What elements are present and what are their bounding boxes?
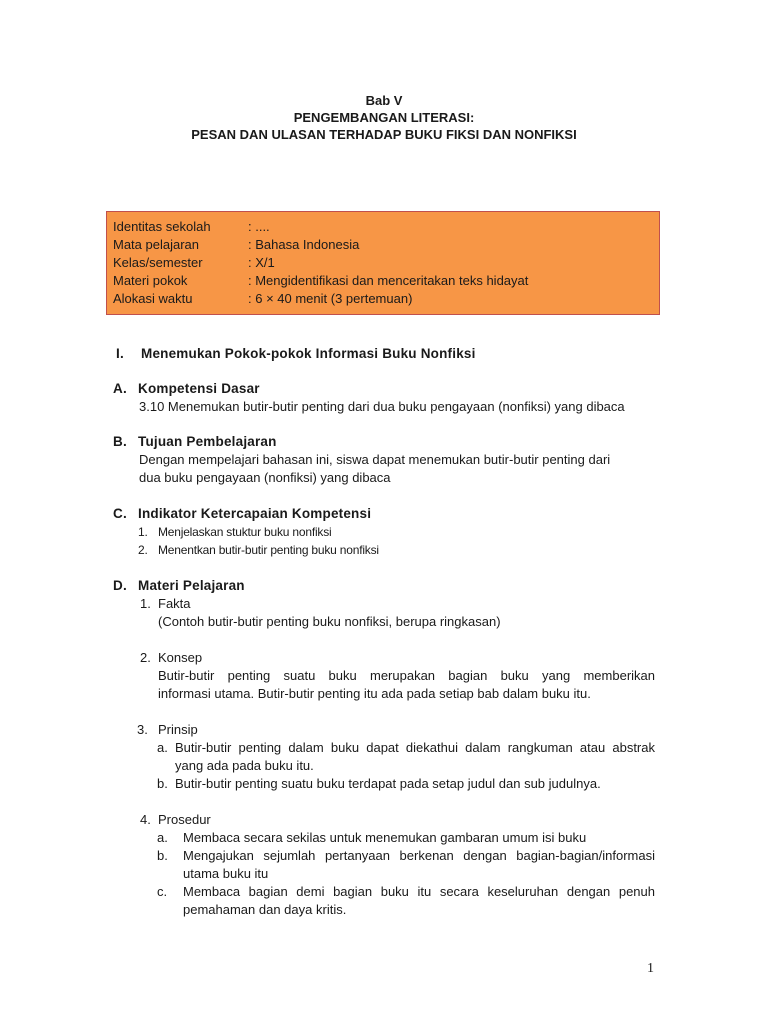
- subsection-title: Prinsip: [158, 722, 198, 737]
- list-text: Menentkan butir-butir penting buku nonfiksi: [158, 543, 379, 557]
- prinsip-a-marker: a.: [157, 740, 168, 755]
- prosedur-b-marker: b.: [157, 848, 168, 863]
- list-number: 3.: [137, 722, 148, 737]
- identity-label: Mata pelajaran: [113, 237, 199, 252]
- list-number: 1.: [140, 596, 151, 611]
- kompetensi-dasar-text: 3.10 Menemukan butir-butir penting dari dua buku pengayaan (nonfiksi) yang dibaca: [139, 399, 625, 414]
- list-number: 4.: [140, 812, 151, 827]
- identity-table: [106, 211, 660, 315]
- list-number: 2.: [140, 650, 151, 665]
- identity-row: [113, 254, 659, 272]
- list-number: 1.: [138, 525, 148, 539]
- tujuan-line1: Dengan mempelajari bahasan ini, siswa dapat menemukan butir-butir penting dari: [139, 452, 611, 467]
- section-title: Indikator Ketercapaian Kompetensi: [138, 506, 372, 521]
- identity-row: [113, 290, 659, 308]
- section-c-heading: [113, 505, 371, 523]
- subsection-title: Fakta: [158, 596, 191, 611]
- subsection-title: Konsep: [158, 650, 203, 665]
- konsep-line2: informasi utama. Butir-butir penting itu ada pada setiap bab dalam buku itu.: [158, 686, 591, 701]
- subsection-title: Prosedur: [158, 812, 211, 827]
- prinsip-a-line1: Butir-butir penting dalam buku dapat diekathui dalam rangkuman atau abstrak: [175, 740, 655, 755]
- identity-label: Materi pokok: [113, 273, 188, 288]
- prosedur-c-line1: Membaca bagian demi bagian buku itu secara keseluruhan dengan penuh: [183, 884, 655, 899]
- chapter-number: Bab V: [365, 93, 403, 108]
- chapter-title: [0, 92, 768, 143]
- section-marker: C.: [113, 506, 127, 521]
- identity-row: [113, 272, 659, 290]
- list-item: [138, 541, 379, 559]
- section-marker: I.: [116, 346, 124, 361]
- prinsip-label: [137, 721, 198, 739]
- section-d-heading: [113, 577, 245, 595]
- section-marker: B.: [113, 434, 127, 449]
- prosedur-c-line2: pemahaman dan daya kritis.: [183, 902, 347, 917]
- list-text: Menjelaskan stuktur buku nonfiksi: [158, 525, 332, 539]
- section-b-heading: [113, 433, 277, 451]
- konsep-line1: Butir-butir penting suatu buku merupakan bagian buku yang memberikan: [158, 668, 655, 683]
- prinsip-a-line2: yang ada pada buku itu.: [175, 758, 314, 773]
- section-i-heading: [116, 345, 476, 363]
- konsep-label: [140, 649, 202, 667]
- section-title: Menemukan Pokok-pokok Informasi Buku Nonfiksi: [141, 346, 476, 361]
- section-marker: D.: [113, 578, 127, 593]
- page-number: 1: [647, 961, 654, 976]
- list-number: 2.: [138, 543, 148, 557]
- prosedur-c-marker: c.: [157, 884, 168, 899]
- identity-value: : Mengidentifikasi dan menceritakan teks hidayat: [248, 273, 529, 288]
- identity-row: [113, 236, 659, 254]
- identity-row: [113, 218, 659, 236]
- prosedur-b-line2: utama buku itu: [183, 866, 269, 881]
- section-title: Kompetensi Dasar: [138, 381, 260, 396]
- prosedur-label: [140, 811, 211, 829]
- prinsip-b-marker: b.: [157, 776, 168, 791]
- chapter-heading-line1: PENGEMBANGAN LITERASI:: [293, 110, 475, 125]
- identity-value: : X/1: [248, 255, 275, 270]
- identity-value: : 6 × 40 menit (3 pertemuan): [248, 291, 413, 306]
- chapter-heading-line2: PESAN DAN ULASAN TERHADAP BUKU FIKSI DAN NONFIKSI: [191, 127, 577, 142]
- identity-label: Alokasi waktu: [113, 291, 193, 306]
- identity-label: Kelas/semester: [113, 255, 203, 270]
- tujuan-line2: dua buku pengayaan (nonfiksi) yang dibaca: [139, 470, 391, 485]
- section-title: Materi Pelajaran: [138, 578, 245, 593]
- prosedur-b-line1: Mengajukan sejumlah pertanyaan berkenan dengan bagian-bagian/informasi: [183, 848, 655, 863]
- prinsip-b-line1: Butir-butir penting suatu buku terdapat pada setap judul dan sub judulnya.: [175, 776, 601, 791]
- list-item: [138, 523, 332, 541]
- identity-label: Identitas sekolah: [113, 219, 211, 234]
- identity-value: : Bahasa Indonesia: [248, 237, 360, 252]
- prosedur-a-line1: Membaca secara sekilas untuk menemukan gambaran umum isi buku: [183, 830, 587, 845]
- section-title: Tujuan Pembelajaran: [138, 434, 277, 449]
- section-a-heading: [113, 380, 260, 398]
- identity-value: : ....: [248, 219, 270, 234]
- fakta-text: (Contoh butir-butir penting buku nonfiksi, berupa ringkasan): [158, 614, 501, 629]
- prosedur-a-marker: a.: [157, 830, 168, 845]
- section-marker: A.: [113, 381, 127, 396]
- fakta-label: [140, 595, 191, 613]
